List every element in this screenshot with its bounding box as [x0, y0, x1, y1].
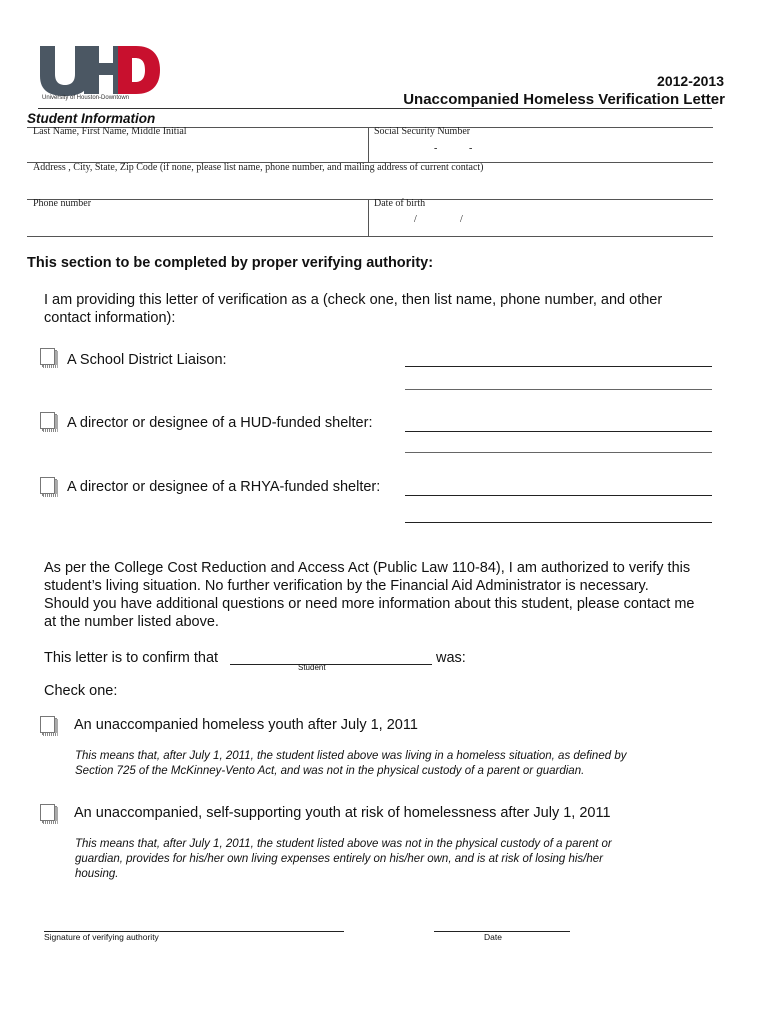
hud-shelter-checkbox[interactable] — [40, 412, 55, 429]
hud-shelter-line-1[interactable] — [405, 431, 712, 432]
dob-input[interactable] — [370, 210, 710, 234]
row2-rule — [27, 199, 713, 200]
phone-field-label: Phone number — [33, 198, 92, 209]
address-input[interactable] — [27, 175, 713, 197]
authorization-line-2: student’s living situation. No further verification by the Financial Aid Administrator is necessary. — [44, 578, 649, 594]
verifier-intro-line-2: contact information): — [44, 310, 176, 326]
dob-slash-1: / — [414, 214, 417, 225]
verifier-section-heading: This section to be completed by proper verifying authority: — [27, 255, 434, 271]
uhd-logo — [38, 44, 163, 106]
school-liaison-line-2[interactable] — [405, 389, 712, 390]
homeless-youth-checkbox[interactable] — [40, 716, 55, 733]
name-ssn-divider — [368, 127, 369, 162]
dob-slash-2: / — [460, 214, 463, 225]
authorization-line-3: Should you have additional questions or need more information about this student, please contact me — [44, 596, 695, 612]
confirm-suffix: was: — [436, 650, 466, 666]
at-risk-youth-note-line-3: housing. — [75, 868, 119, 880]
ssn-dash-2: - — [469, 143, 473, 154]
at-risk-youth-checkbox[interactable] — [40, 804, 55, 821]
homeless-youth-label: An unaccompanied homeless youth after July 1, 2011 — [74, 717, 418, 733]
student-name-line[interactable] — [230, 664, 432, 665]
check-one-label: Check one: — [44, 683, 118, 699]
signature-label: Signature of verifying authority — [44, 932, 159, 942]
student-info-heading: Student Information — [27, 111, 156, 126]
form-title: Unaccompanied Homeless Verification Letter — [403, 91, 725, 108]
authorization-line-1: As per the College Cost Reduction and Access Act (Public Law 110-84), I am authorized to verify this — [44, 560, 691, 576]
rhya-shelter-checkbox[interactable] — [40, 477, 55, 494]
school-liaison-label: A School District Liaison: — [67, 352, 227, 368]
phone-dob-divider — [368, 199, 369, 236]
dob-field-label: Date of birth — [374, 198, 426, 209]
ssn-input[interactable] — [370, 138, 710, 160]
rhya-shelter-line-2[interactable] — [405, 522, 712, 523]
authorization-line-4: at the number listed above. — [44, 614, 219, 630]
rhya-shelter-line-1[interactable] — [405, 495, 712, 496]
confirm-prefix: This letter is to confirm that — [44, 650, 219, 666]
row3-rule — [27, 236, 713, 237]
homeless-youth-note-line-1: This means that, after July 1, 2011, the student listed above was living in a homeless situation, as defined by — [75, 750, 627, 762]
school-liaison-checkbox[interactable] — [40, 348, 55, 365]
hud-shelter-line-2[interactable] — [405, 452, 712, 453]
at-risk-youth-note-line-2: guardian, provides for his/her own living expenses entirely on his/her own, and is at risk of losing his/her — [75, 853, 604, 865]
ssn-dash-1: - — [434, 143, 438, 154]
form-year: 2012-2013 — [657, 73, 724, 89]
date-label: Date — [484, 932, 502, 942]
at-risk-youth-note-line-1: This means that, after July 1, 2011, the student listed above was not in the physical custody of a parent or — [75, 838, 612, 850]
name-input[interactable] — [27, 138, 367, 160]
date-line[interactable] — [434, 931, 570, 932]
rhya-shelter-label: A director or designee of a RHYA-funded shelter: — [67, 479, 381, 495]
student-caption: Student — [298, 663, 326, 672]
ssn-field-label: Social Security Number — [374, 126, 471, 137]
at-risk-youth-label: An unaccompanied, self-supporting youth at risk of homelessness after July 1, 2011 — [74, 805, 611, 821]
verifier-intro-line-1: I am providing this letter of verification as a (check one, then list name, phone number, and other — [44, 292, 663, 308]
school-liaison-line-1[interactable] — [405, 366, 712, 367]
logo-rule — [38, 108, 712, 109]
phone-input[interactable] — [27, 210, 367, 234]
address-field-label: Address , City, State, Zip Code (if none, please list name, phone number, and mailing address of current contact) — [33, 162, 484, 173]
homeless-youth-note-line-2: Section 725 of the McKinney-Vento Act, and was not in the physical custody of a parent or guardian. — [75, 765, 585, 777]
logo-subtitle: University of Houston-Downtown — [42, 95, 130, 101]
name-field-label: Last Name, First Name, Middle Initial — [33, 126, 187, 137]
hud-shelter-label: A director or designee of a HUD-funded shelter: — [67, 415, 373, 431]
